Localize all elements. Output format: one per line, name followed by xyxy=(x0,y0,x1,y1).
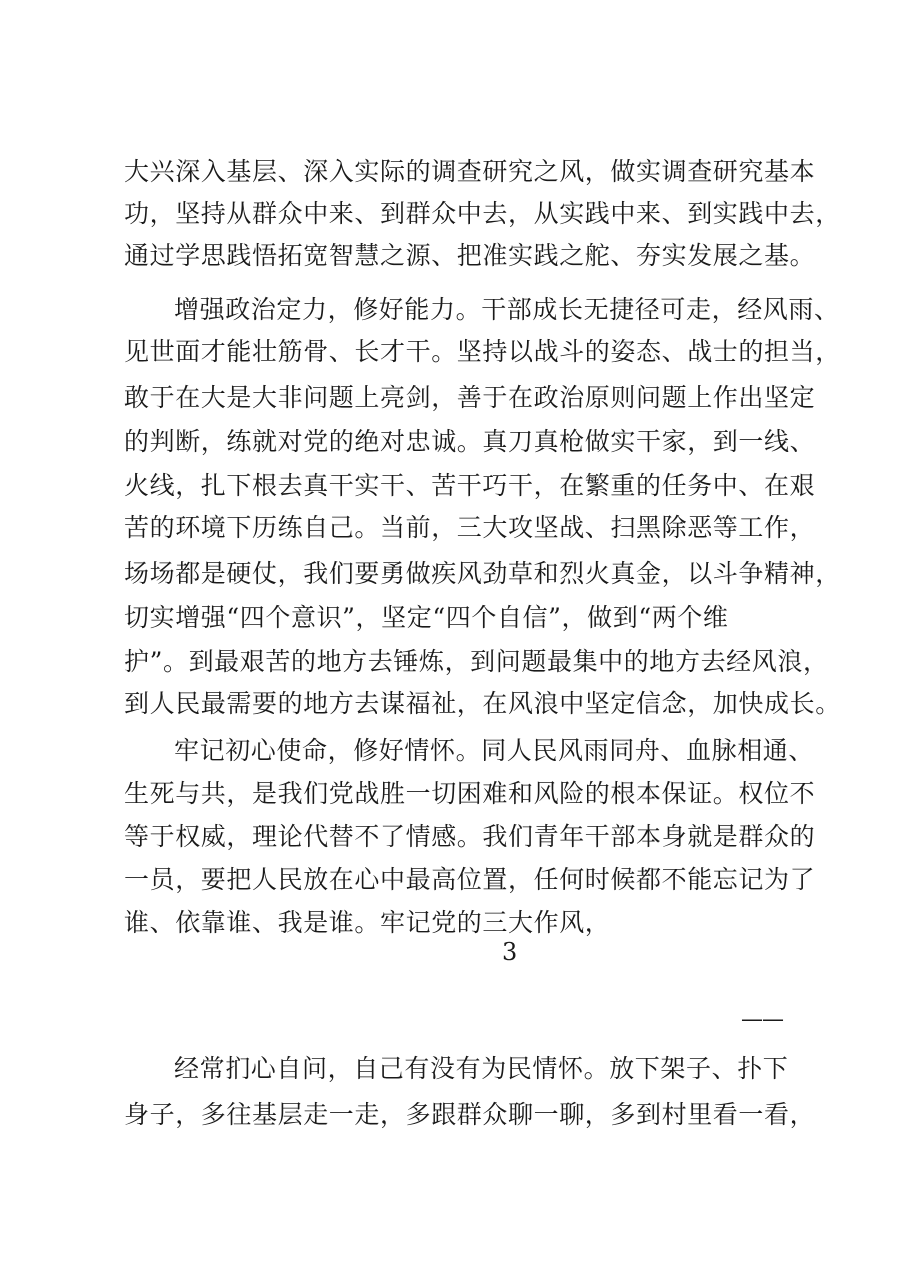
page-number: 3 xyxy=(502,938,518,966)
text-line: 苦的环境下历练自己。当前，三大攻坚战、扫黑除恶等工作， xyxy=(124,513,816,542)
text-line: 一员，要把人民放在心中最高位置，任何时候都不能忘记为了 xyxy=(124,865,816,894)
text-line: 的判断，练就对党的绝对忠诚。真刀真枪做实干家，到一线、 xyxy=(124,427,816,456)
text-line: 到人民最需要的地方去谋福祉，在风浪中坚定信念，加快成长。 xyxy=(124,689,841,718)
text-line: 身子，多往基层走一走，多跟群众聊一聊，多到村里看一看， xyxy=(124,1100,816,1129)
text-line: 大兴深入基层、深入实际的调查研究之风，做实调查研究基本 xyxy=(124,157,816,186)
text-line: 护”。到最艰苦的地方去锤炼，到问题最集中的地方去经风浪， xyxy=(124,647,829,676)
text-line: 功，坚持从群众中来、到群众中去，从实践中来、到实践中去， xyxy=(124,199,841,228)
paragraph-start-line: 牢记初心使命，修好情怀。同人民风雨同舟、血脉相通、 xyxy=(174,736,815,765)
text-line: 通过学思践悟拓宽智慧之源、把准实践之舵、夯实发展之基。 xyxy=(124,241,816,270)
paragraph-start-line: 增强政治定力，修好能力。干部成长无捷径可走，经风雨、 xyxy=(174,295,840,324)
text-line: 等于权威，理论代替不了情感。我们青年干部本身就是群众的 xyxy=(124,822,816,851)
text-line: 生死与共，是我们党战胜一切困难和风险的根本保证。权位不 xyxy=(124,779,816,808)
page-separator: —— xyxy=(741,1007,783,1032)
text-line: 敢于在大是大非问题上亮剑，善于在政治原则问题上作出坚定 xyxy=(124,383,816,412)
paragraph-start-line: 经常扪心自问，自己有没有为民情怀。放下架子、扑下 xyxy=(174,1054,789,1083)
text-line: 火线，扎下根去真干实干、苦干巧干，在繁重的任务中、在艰 xyxy=(124,471,816,500)
text-line: 谁、依靠谁、我是谁。牢记党的三大作风， xyxy=(124,908,611,937)
text-line: 切实增强“四个意识”，坚定“四个自信”，做到“两个维 xyxy=(124,603,729,632)
text-line: 见世面才能壮筋骨、长才干。坚持以战斗的姿态、战士的担当， xyxy=(124,337,841,366)
text-line: 场场都是硬仗，我们要勇做疾风劲草和烈火真金，以斗争精神， xyxy=(124,559,841,588)
